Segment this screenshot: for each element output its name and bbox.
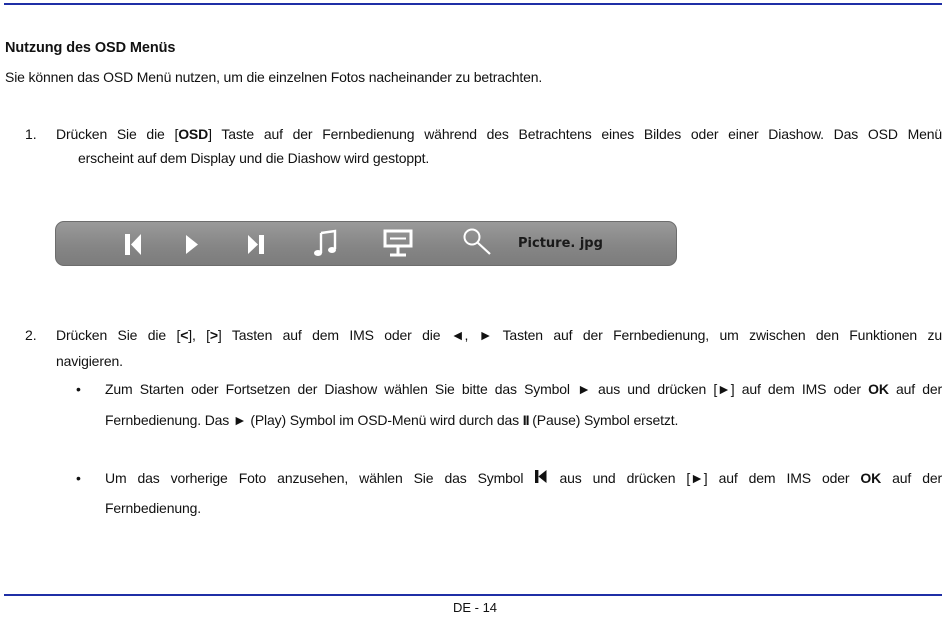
bullet-1-line-1: Zum Starten oder Fortsetzen der Diashow wählen Sie bitte das Symbol ► aus und drücken [►] auf dem IMS oder OK auf der: [105, 381, 942, 397]
section-heading: Nutzung des OSD Menüs: [5, 40, 176, 56]
play-icon: [176, 222, 206, 267]
previous-symbol-icon: [534, 469, 548, 484]
step-2-number: 2.: [25, 327, 37, 343]
step-2-line-2: navigieren.: [56, 353, 123, 369]
previous-icon: [114, 222, 154, 267]
step-2-line-1: Drücken Sie die [<], [>] Tasten auf dem IMS oder die ◄, ► Tasten auf der Fernbedienung, um zwischen den Funktionen zu: [56, 327, 942, 343]
osd-menu-bar: [55, 221, 677, 266]
bullet-2-marker: •: [76, 470, 81, 486]
top-rule: [4, 3, 942, 5]
bottom-rule: [4, 594, 942, 596]
bullet-2-line-1: Um das vorherige Foto anzusehen, wählen Sie das Symbol aus und drücken [►] auf dem IMS oder OK auf der: [105, 470, 942, 486]
slideshow-icon: [378, 222, 418, 267]
pause-symbol: II: [522, 412, 529, 428]
bullet-2-line-2: Fernbedienung.: [105, 500, 201, 516]
step-1-number: 1.: [25, 126, 37, 142]
next-icon: [241, 222, 271, 267]
osd-filename: Picture. jpg: [518, 236, 603, 251]
bullet-1-line-2: Fernbedienung. Das ► (Play) Symbol im OSD-Menü wird durch das II (Pause) Symbol ersetzt.: [105, 412, 679, 428]
step-1-line-1: Drücken Sie die [OSD] Taste auf der Fernbedienung während des Betrachtens eines Bildes oder einer Diashow. Das OSD Menü: [56, 126, 942, 142]
intro-text: Sie können das OSD Menü nutzen, um die einzelnen Fotos nacheinander zu betrachten.: [5, 69, 543, 85]
step-1-line-2: erscheint auf dem Display und die Diashow wird gestoppt.: [78, 150, 430, 166]
zoom-icon: [456, 222, 500, 267]
bullet-1-marker: •: [76, 381, 81, 397]
page-number: DE - 14: [452, 600, 498, 615]
music-icon: [308, 222, 344, 267]
